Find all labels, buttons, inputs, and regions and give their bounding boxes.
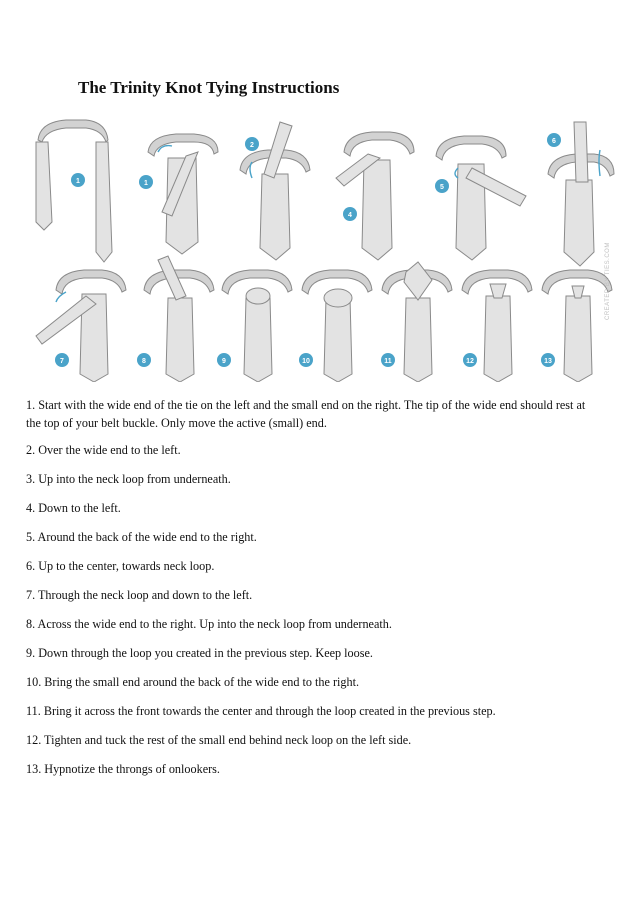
tie-panel-9 xyxy=(217,270,292,382)
step-badge-3-label: 2 xyxy=(250,142,254,149)
step-2: 2. Over the wide end to the left. xyxy=(26,443,181,457)
step-6: 6. Up to the center, towards neck loop. xyxy=(26,559,215,573)
step-12: 12. Tighten and tuck the rest of the small end behind neck loop on the left side. xyxy=(26,733,412,747)
step-9: 9. Down through the loop you created in the previous step. Keep loose. xyxy=(26,646,373,660)
instruction-steps xyxy=(26,396,586,789)
tie-steps-illustration xyxy=(26,112,620,382)
step-badge-12-label: 12 xyxy=(466,358,474,365)
tie-panel-5 xyxy=(435,136,526,260)
step-7: 7. Through the neck loop and down to the left. xyxy=(26,588,253,602)
step-4: 4. Down to the left. xyxy=(26,501,121,515)
step-badge-9-label: 9 xyxy=(222,358,226,365)
tie-panel-12 xyxy=(462,270,532,382)
tie-panel-8 xyxy=(137,256,214,382)
step-badge-13-label: 13 xyxy=(544,358,552,365)
step-badge-5-label: 5 xyxy=(440,184,444,191)
step-badge-7-label: 7 xyxy=(60,358,64,365)
tie-panel-2 xyxy=(139,134,218,254)
step-badge-10-label: 10 xyxy=(302,358,310,365)
step-badge-2-label: 1 xyxy=(144,180,148,187)
step-1: 1. Start with the wide end of the tie on the left and the small end on the right. The tip of the wide end should rest at the top of your belt buckle. Only move the active (small) end. xyxy=(26,398,586,430)
step-8: 8. Across the wide end to the right. Up into the neck loop from underneath. xyxy=(26,617,392,631)
tie-panel-3 xyxy=(240,122,310,260)
tie-panel-7 xyxy=(36,270,126,382)
tie-diagram xyxy=(26,112,620,382)
step-3: 3. Up into the neck loop from underneath. xyxy=(26,472,231,486)
tie-panel-11 xyxy=(381,262,452,382)
document-title: The Trinity Knot Tying Instructions xyxy=(78,78,340,97)
step-badge-8-label: 8 xyxy=(142,358,146,365)
step-badge-1-label: 1 xyxy=(76,178,80,185)
step-10: 10. Bring the small end around the back of the wide end to the right. xyxy=(26,675,360,689)
step-badge-4-label: 4 xyxy=(348,212,352,219)
tie-panel-4 xyxy=(336,132,414,260)
arrow-icon xyxy=(250,162,252,178)
illustration-credit: CREATED BY TIES.COM xyxy=(605,242,611,320)
step-11: 11. Bring it across the front towards the center and through the loop created in the previous step. xyxy=(26,704,496,718)
tie-panel-1 xyxy=(36,120,112,262)
step-badge-11-label: 11 xyxy=(384,358,392,365)
tie-panel-6 xyxy=(547,122,614,266)
step-5: 5. Around the back of the wide end to the right. xyxy=(26,530,257,544)
step-13: 13. Hypnotize the throngs of onlookers. xyxy=(26,762,220,776)
tie-panel-10 xyxy=(299,270,372,382)
step-badge-6-label: 6 xyxy=(552,138,556,145)
tie-panel-13 xyxy=(541,270,612,382)
